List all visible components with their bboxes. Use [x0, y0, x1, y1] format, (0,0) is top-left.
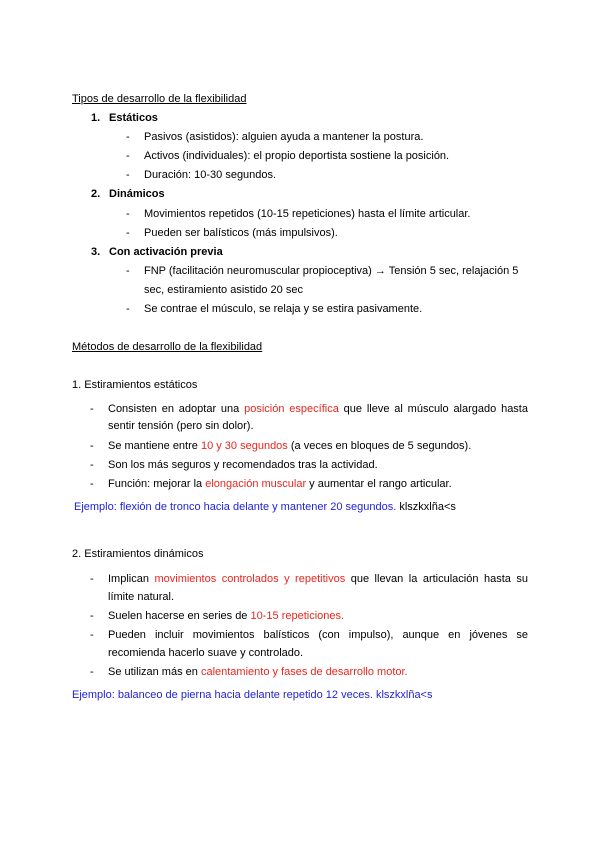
example-estaticos: Ejemplo: flexión de tronco hacia delante y mantener 20 segundos. klszkxlña<s	[74, 501, 456, 513]
dash: -	[126, 131, 130, 143]
item-label-estaticos: Estáticos	[109, 112, 158, 124]
bullet-line: Pueden incluir movimientos balísticos (con impulso), aunque en jóvenes se	[108, 629, 528, 641]
bullet-line: Suelen hacerse en series de 10-15 repeticiones.	[108, 610, 345, 622]
sub-item: Movimientos repetidos (10-15 repeticiones) hasta el límite articular.	[144, 208, 471, 220]
sub-item: Pasivos (asistidos): alguien ayuda a mantener la postura.	[144, 131, 424, 143]
dash: -	[90, 459, 94, 471]
highlight-red: calentamiento y fases de desarrollo motor.	[200, 666, 408, 678]
heading-dinamicos: 2. Estiramientos dinámicos	[72, 548, 204, 560]
item-number-3: 3.	[91, 246, 101, 258]
dash: -	[126, 265, 130, 277]
section-title-metodos: Métodos de desarrollo de la flexibilidad	[72, 341, 263, 353]
bullet-line: Son los más seguros y recomendados tras la actividad.	[108, 459, 378, 471]
sub-item: Activos (individuales): el propio deportista sostiene la posición.	[144, 150, 450, 162]
item-number-1: 1.	[91, 112, 101, 124]
dash: -	[126, 169, 130, 181]
bullet-continuation: sentir tensión (pero sin dolor).	[108, 420, 254, 432]
sub-item: Duración: 10-30 segundos.	[144, 169, 277, 181]
bullet-line: Implican movimientos controlados y repetitivos que llevan la articulación hasta su	[108, 573, 528, 585]
dash: -	[90, 610, 94, 622]
item-label-dinamicos: Dinámicos	[109, 188, 165, 200]
heading-estaticos: 1. Estiramientos estáticos	[72, 379, 198, 391]
sub-item-continuation: sec, estiramiento asistido 20 sec	[144, 284, 303, 296]
bullet-line: Se mantiene entre 10 y 30 segundos (a veces en bloques de 5 segundos).	[108, 440, 472, 452]
highlight-red: posición específica	[244, 403, 339, 415]
item-label-activacion: Con activación previa	[109, 246, 223, 258]
dash: -	[90, 440, 94, 452]
bullet-line: Consisten en adoptar una posición específica que lleve al músculo alargado hasta	[108, 403, 528, 415]
dash: -	[90, 403, 94, 415]
dash: -	[90, 478, 94, 490]
dash: -	[126, 227, 130, 239]
sub-item: FNP (facilitación neuromuscular propioceptiva) → Tensión 5 sec, relajación 5	[144, 265, 519, 277]
dash: -	[126, 208, 130, 220]
bullet-line: Se utilizan más en calentamiento y fases de desarrollo motor.	[108, 666, 408, 678]
bullet-line: Función: mejorar la elongación muscular y aumentar el rango articular.	[108, 478, 452, 490]
item-number-2: 2.	[91, 188, 101, 200]
dash: -	[90, 666, 94, 678]
dash: -	[90, 629, 94, 641]
bullet-continuation: límite natural.	[108, 591, 175, 603]
highlight-red: movimientos controlados y repetitivos	[154, 573, 346, 585]
dash: -	[126, 150, 130, 162]
section-title-tipos: Tipos de desarrollo de la flexibilidad	[72, 93, 247, 105]
dash: -	[90, 573, 94, 585]
highlight-red: elongación muscular	[205, 478, 307, 490]
sub-item: Pueden ser balísticos (más impulsivos).	[144, 227, 338, 239]
bullet-continuation: recomienda hacerlo suave y controlado.	[108, 647, 304, 659]
sub-item: Se contrae el músculo, se relaja y se estira pasivamente.	[144, 303, 423, 315]
highlight-red: 10 y 30 segundos	[200, 440, 288, 452]
example-dinamicos: Ejemplo: balanceo de pierna hacia delante repetido 12 veces. klszkxlña<s	[72, 689, 433, 701]
dash: -	[126, 303, 130, 315]
highlight-red: 10-15 repeticiones.	[250, 610, 345, 622]
